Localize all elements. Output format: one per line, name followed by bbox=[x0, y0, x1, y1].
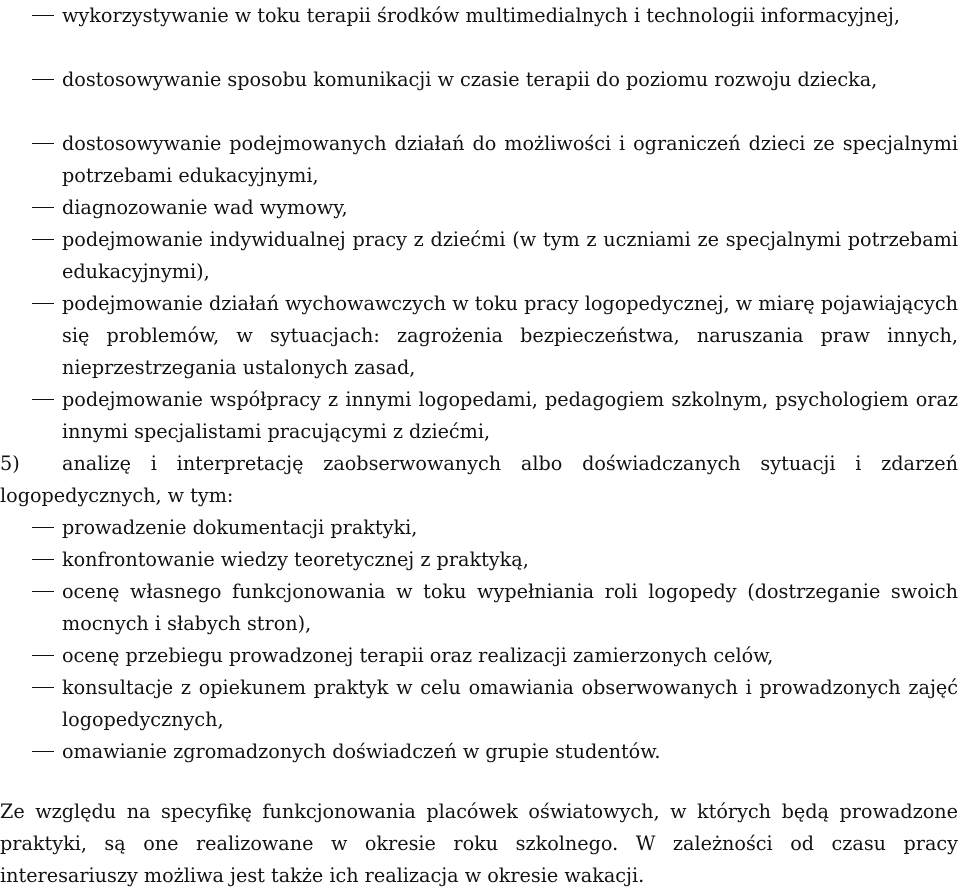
list-item-text: ocenę własnego funkcjonowania w toku wypełniania roli logopedy (dostrzeganie swoich mocnych i słabych stron), bbox=[62, 580, 958, 635]
list-number: 5) bbox=[0, 452, 20, 475]
dash-bullet-icon bbox=[32, 0, 54, 32]
list-item-text: omawianie zgromadzonych doświadczeń w grupie studentów. bbox=[62, 740, 661, 763]
list-item bbox=[62, 288, 958, 384]
dash-bullet-icon bbox=[32, 512, 54, 544]
list-item-text: dostosowywanie sposobu komunikacji w czasie terapii do poziomu rozwoju dziecka, bbox=[62, 68, 878, 91]
list-item bbox=[62, 544, 958, 576]
list-item-text: dostosowywanie podejmowanych działań do możliwości i ograniczeń dzieci ze specjalnymi potrzebami edukacyjnymi, bbox=[62, 132, 958, 187]
dash-bullet-icon bbox=[32, 544, 54, 576]
dash-bullet-icon bbox=[32, 736, 54, 768]
dash-bullet-icon bbox=[32, 288, 54, 320]
dash-bullet-icon bbox=[32, 640, 54, 672]
list-item-text: ocenę przebiegu prowadzonej terapii oraz realizacji zamierzonych celów, bbox=[62, 644, 774, 667]
list-item-text: konfrontowanie wiedzy teoretycznej z praktyką, bbox=[62, 548, 529, 571]
list-item-text: podejmowanie indywidualnej pracy z dziećmi (w tym z uczniami ze specjalnymi potrzebami edukacyjnymi), bbox=[62, 228, 958, 283]
list-item-text: prowadzenie dokumentacji praktyki, bbox=[62, 516, 418, 539]
list-item bbox=[62, 0, 958, 32]
list-item-text: podejmowanie działań wychowawczych w toku pracy logopedycznej, w miarę pojawiających się problemów, w sytuacjach: zagrożenia bezpieczeństwa, naruszania praw innych, nieprzestrzegania ustalonych zasad, bbox=[62, 292, 958, 379]
numbered-item-text: analizę i interpretację zaobserwowanych albo doświadczanych sytuacji i zdarzeń logopedycznych, w tym: bbox=[0, 452, 958, 507]
list-item bbox=[62, 672, 958, 736]
list-item bbox=[62, 128, 958, 192]
list-item bbox=[62, 576, 958, 640]
dash-bullet-icon bbox=[32, 128, 54, 160]
list-item bbox=[62, 384, 958, 448]
numbered-list-item bbox=[0, 448, 958, 512]
list-item bbox=[62, 224, 958, 288]
dash-bullet-icon bbox=[32, 576, 54, 608]
dash-bullet-icon bbox=[32, 192, 54, 224]
list-item-text: podejmowanie współpracy z innymi logopedami, pedagogiem szkolnym, psychologiem oraz innymi specjalistami pracującymi z dziećmi, bbox=[62, 388, 958, 443]
dash-bullet-icon bbox=[32, 224, 54, 256]
dash-bullet-icon bbox=[32, 64, 54, 96]
closing-paragraph: Ze względu na specyfikę funkcjonowania placówek oświatowych, w których będą prowadzone praktyki, są one realizowane w okresie roku szkolnego. W zależności od czasu pracy interesariuszy możliwa jest także ich realizacja w okresie wakacji. bbox=[0, 800, 958, 887]
dash-bullet-icon bbox=[32, 384, 54, 416]
list-item-text: diagnozowanie wad wymowy, bbox=[62, 196, 348, 219]
list-item-text: konsultacje z opiekunem praktyk w celu omawiania obserwowanych i prowadzonych zajęć logopedycznych, bbox=[62, 676, 958, 731]
list-item-text: wykorzystywanie w toku terapii środków multimedialnych i technologii informacyjnej, bbox=[62, 4, 900, 27]
list-item bbox=[62, 640, 958, 672]
list-item bbox=[62, 736, 958, 768]
dash-bullet-icon bbox=[32, 672, 54, 704]
list-item bbox=[62, 64, 958, 96]
list-item bbox=[62, 512, 958, 544]
list-item bbox=[62, 192, 958, 224]
